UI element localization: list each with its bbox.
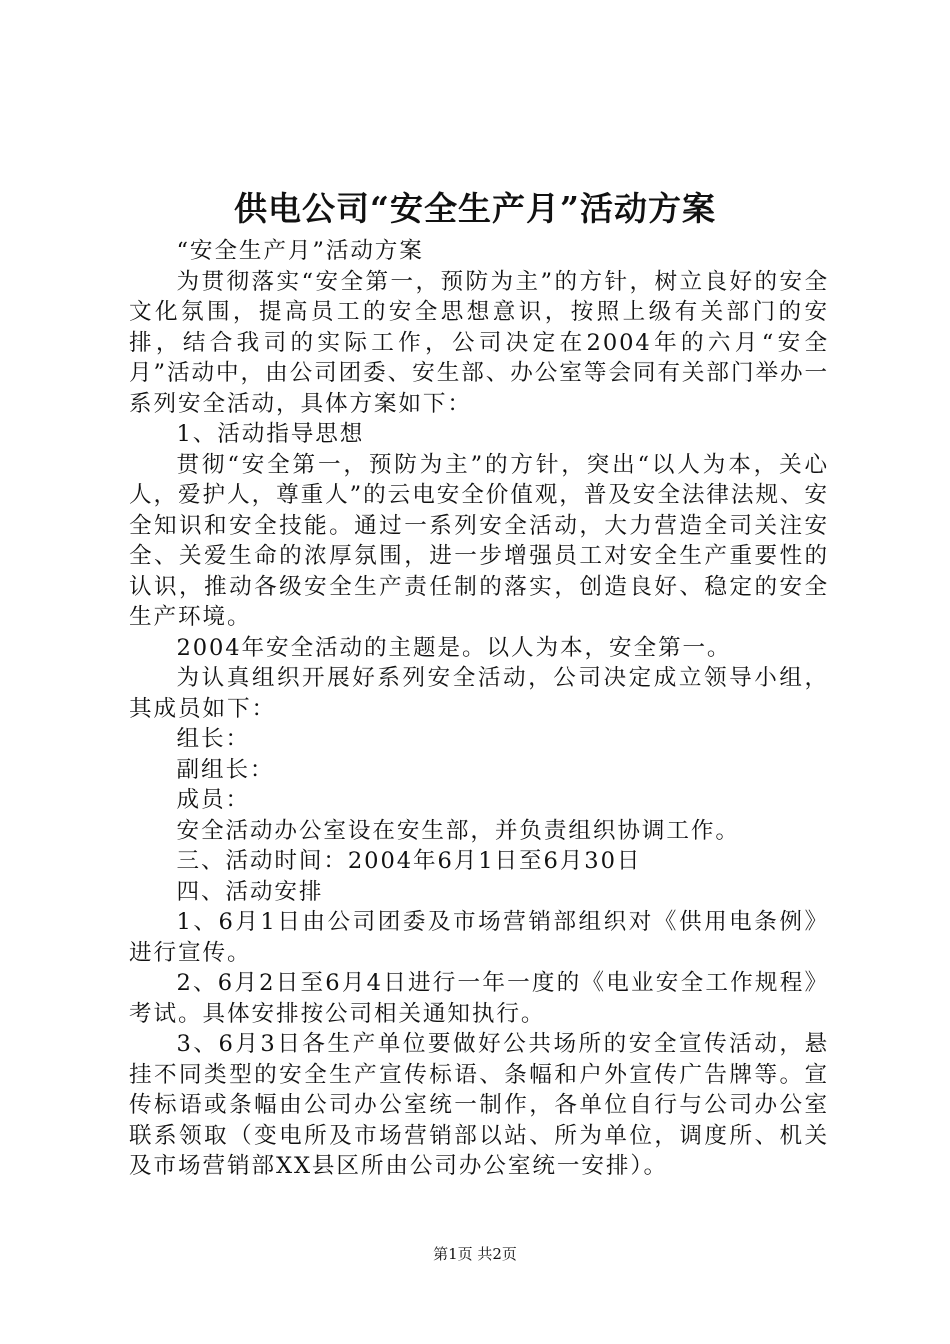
intro-paragraph: 为贯彻落实“安全第一，预防为主”的方针，树立良好的安全文化氛围，提高员工的安全思想意识，按照上级有关部门的安排，结合我司的实际工作，公司决定在2004年的六月“安全月”活动中，由公司团委、安生部、办公室等会同有关部门举办一系列安全活动，具体方案如下： [129,268,829,417]
page-footer: 第1页 共2页 [433,1245,517,1263]
members-line: 成员： [176,787,250,813]
section-heading-arrangement: 四、活动安排 [176,878,324,905]
document-body [129,236,829,1182]
section-heading-guiding-idea: 1、活动指导思想 [176,421,365,447]
leader-line: 组长： [176,726,250,752]
arrangement-item-3: 3、6月3日各生产单位要做好公共场所的安全宣传活动，悬挂不同类型的安全生产宣传标语、条幅和户外宣传广告牌等。宣传标语或条幅由公司办公室统一制作，各单位自行与公司办公室联系领取（变电所及市场营销部以站、所为单位，调度所、机关及市场营销部XX县区所由公司办公室统一安排）。 [129,1031,829,1179]
arrangement-item-1: 1、6月1日由公司团委及市场营销部组织对《供用电条例》进行宣传。 [129,909,829,966]
office-paragraph: 安全活动办公室设在安生部，并负责组织协调工作。 [176,817,740,844]
section-heading-time: 三、活动时间：2004年6月1日至6月30日 [176,848,642,874]
document-title: 供电公司“安全生产月”活动方案 [234,189,716,228]
guiding-idea-paragraph: 贯彻“安全第一，预防为主”的方针，突出“以人为本，关心人，爱护人，尊重人”的云电安全价值观，普及安全法律法规、安全知识和安全技能。通过一系列安全活动，大力营造全司关注安全、关爱生命的浓厚氛围，进一步增强员工对安全生产重要性的认识，推动各级安全生产责任制的落实，创造良好、稳定的安全生产环境。 [129,451,829,630]
subtitle-paragraph: “安全生产月”活动方案 [176,238,424,264]
theme-paragraph: 2004年安全活动的主题是。以人为本，安全第一。 [176,634,732,661]
deputy-leader-line: 副组长： [176,756,275,783]
arrangement-item-2: 2、6月2日至6月4日进行一年一度的《电业安全工作规程》考试。具体安排按公司相关通知执行。 [129,970,829,1027]
leadership-group-paragraph: 为认真组织开展好系列安全活动，公司决定成立领导小组，其成员如下： [129,665,829,722]
